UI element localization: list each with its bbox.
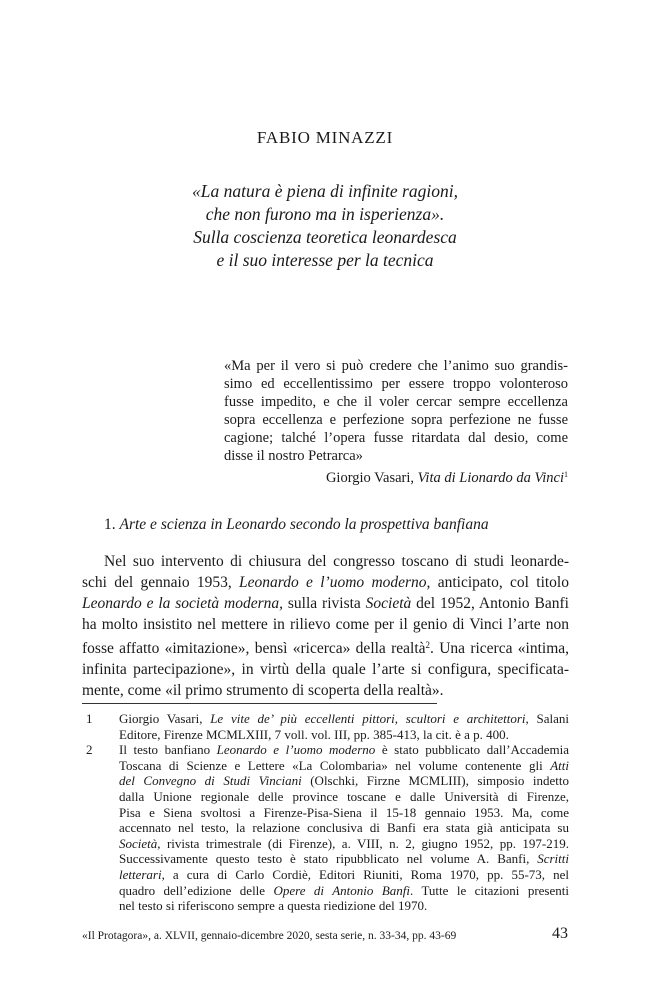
footnote-separator (82, 703, 437, 704)
footnote-line (119, 867, 569, 883)
body-line: mente, come «il primo strumento di scoperta della realtà». (82, 682, 444, 699)
page-number: 43 (552, 925, 568, 942)
footnote-line (119, 711, 569, 727)
title-line: che non furono ma in isperienza». (205, 204, 445, 224)
footnote-ref-2[interactable]: 2 (425, 640, 431, 650)
epigraph-line: disse il nostro Petrarca» (224, 448, 363, 464)
article-title (160, 180, 490, 272)
body-text: fosse affatto «imitazione», bensì «ricerca» della realtà (82, 640, 426, 657)
epigraph-attribution-work: Vita di Lionardo da Vinci (417, 470, 564, 486)
article-author: FABIO MINAZZI (256, 128, 394, 147)
footnotes (82, 711, 569, 914)
section-number: 1. (104, 516, 120, 533)
footnote-italic: Opere di Antonio Banfi (273, 882, 410, 898)
footnote-line (119, 758, 569, 774)
body-line (82, 593, 569, 614)
footnote-text: Giorgio Vasari, (119, 711, 211, 726)
body-line (82, 635, 569, 659)
footnote-number: 1 (86, 711, 93, 726)
footnote-italic: Le vite de’ più eccellenti pittori, scultori e architettori (210, 711, 526, 726)
body-line: infinita partecipazione», in virtù della quale l’arte si configura, specificata- (82, 661, 569, 678)
body-text: del 1952, Antonio Banfi (411, 595, 569, 612)
footnote-line: Pisa e Siena svoltosi a Firenze-Pisa-Siena il 15-18 gennaio 1953. Ma, come (119, 804, 569, 820)
footnote-italic: Atti (550, 757, 569, 773)
footnote-line (119, 851, 569, 867)
footnote-italic: del Convegno di Studi Vinciani (119, 773, 302, 789)
epigraph-line: fusse impedito, e che il voler cercar sempre eccellenza (224, 394, 568, 410)
footnote-ref-1[interactable]: 1 (564, 470, 568, 479)
footnote-1 (82, 711, 569, 742)
body-text: sulla rivista (283, 595, 366, 612)
footnote-italic: Società (119, 835, 158, 851)
footnote-line: dalla Unione regionale delle province toscane e dalle Università di Firenze, (119, 788, 569, 804)
footnote-text: è stato pubblicato dall’Accademia (375, 742, 569, 758)
footnote-text: Il testo banfiano (119, 742, 217, 758)
footnote-2 (82, 742, 569, 914)
footnote-number: 2 (86, 742, 93, 758)
body-paragraph (82, 551, 569, 701)
footnote-text: , Salani (525, 711, 569, 726)
body-text: anticipato, col titolo (430, 574, 569, 591)
footnote-line: nel testo si riferiscono sempre a questa riedizione del 1970. (119, 898, 428, 914)
footnote-line (119, 773, 569, 789)
footnote-italic: Scritti (537, 851, 569, 867)
footnote-line: Editore, Firenze MCMLXIII, 7 voll. vol. III, pp. 385-413, la cit. è a p. 400. (119, 726, 509, 742)
epigraph-attribution (224, 466, 568, 487)
section-title: Arte e scienza in Leonardo secondo la prospettiva banfiana (119, 516, 489, 533)
section-heading (104, 516, 574, 534)
footnote-italic: Leonardo e l’uomo moderno (216, 742, 376, 758)
footnote-text: quadro dell’edizione delle (119, 882, 274, 898)
body-text: . Una ricerca «intima, (430, 640, 570, 657)
epigraph-line: «Ma per il vero si può credere che l’animo suo grandis- (224, 358, 568, 374)
footnote-text: Toscana di Scienze e Lettere «La Colombaria» nel volume contenente gli (119, 757, 551, 773)
footnote-text: (Olschki, Firzne MCMLIII), simposio indetto (301, 773, 569, 789)
epigraph-attribution-author: Giorgio Vasari, (325, 470, 418, 486)
body-text: schi del gennaio 1953, (82, 574, 240, 591)
footnote-text: Successivamente questo testo è stato ripubblicato nel volume A. Banfi, (119, 851, 538, 867)
body-italic: Leonardo e l’uomo moderno, (239, 574, 431, 591)
footnote-text: , a cura di Carlo Cordiè, Editori Riuniti, Roma 1970, pp. 55-73, nel (161, 866, 569, 882)
footnote-italic: letterari (119, 866, 162, 882)
epigraph-quote (224, 357, 568, 465)
body-line (82, 572, 569, 593)
body-line: Nel suo intervento di chiusura del congresso toscano di studi leonarde- (104, 553, 569, 570)
footnote-line: accennato nel testo, la relazione conclusiva di Banfi era stata già anticipata su (119, 820, 569, 836)
journal-citation: «Il Protagora», a. XLVII, gennaio-dicembre 2020, sesta serie, n. 33-34, pp. 43-69 (82, 930, 457, 942)
epigraph-line: cagione; talché l’opera fusse ritardata dal desio, come (224, 430, 568, 446)
title-line: «La natura è piena di infinite ragioni, (192, 181, 458, 201)
title-line: Sulla coscienza teoretica leonardesca (193, 227, 457, 247)
epigraph-line: simo ed eccellentissimo per essere troppo volonteroso (224, 376, 568, 392)
footnote-line (119, 742, 569, 758)
epigraph-line: sopra eccellenza e perfezione sopra perfezione ne fusse (224, 412, 568, 428)
footnote-line (119, 883, 569, 899)
body-line: ha molto insistito nel mettere in rilievo come per il genio di Vinci l’arte non (82, 616, 569, 633)
footnote-text: . Tutte le citazioni presenti (410, 882, 569, 898)
body-italic: Società (365, 595, 412, 612)
footnote-line (119, 836, 569, 852)
title-line: e il suo interesse per la tecnica (216, 250, 434, 270)
footnote-text: , rivista trimestrale (di Firenze), a. VIII, n. 2, giugno 1952, pp. 197-219. (157, 835, 569, 851)
body-italic: Leonardo e la società moderna, (82, 595, 284, 612)
